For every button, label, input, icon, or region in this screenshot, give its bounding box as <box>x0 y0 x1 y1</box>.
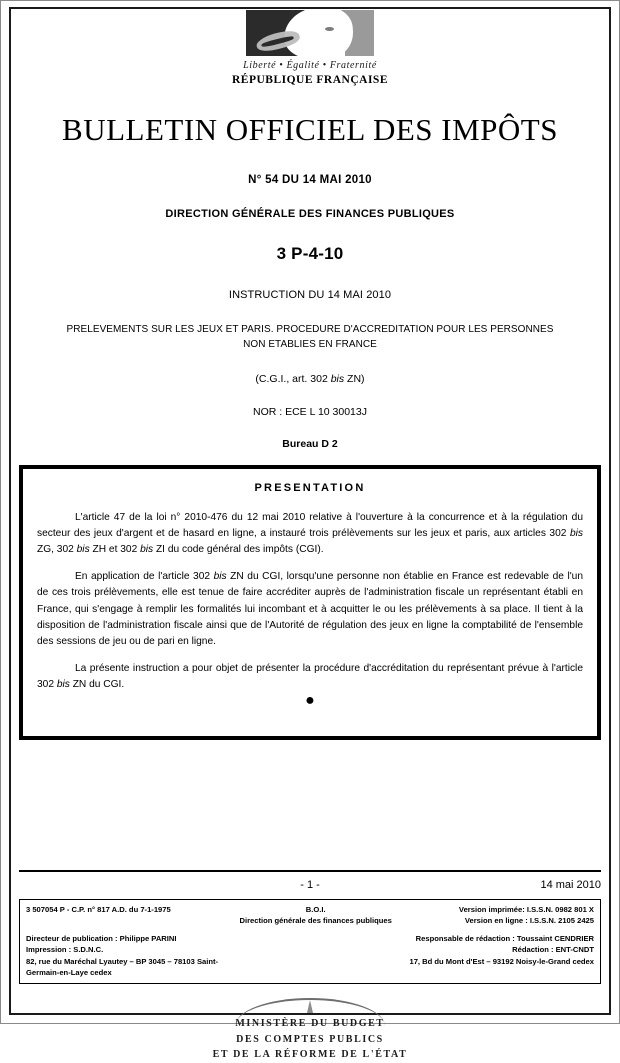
imprint-publisher-block <box>26 933 230 979</box>
para2-part-a: En application de l'article 302 <box>75 571 214 583</box>
para2-bis-1: bis <box>213 571 227 583</box>
presentation-heading: PRESENTATION <box>254 482 366 494</box>
ministry-line-2: DES COMPTES PUBLICS <box>236 1033 384 1045</box>
cgi-ref-bis: bis <box>330 373 345 385</box>
republic-motto: Liberté • Égalité • Fraternité <box>243 60 377 71</box>
republic-header <box>19 1 601 86</box>
imprint-editorial-address: 17, Bd du Mont d'Est – 93192 Noisy-le-Grand cedex <box>409 956 594 966</box>
para1-part-a: L'article 47 de la loi n° 2010-476 du 12 mai 2010 relative à l'ouverture à la concurrence et à la régulation du secteur des jeux d'argent et de hasard en ligne, a instauré trois prélèvements sur les jeux et paris, aux articles 302 <box>37 512 583 540</box>
ministry-line-3: ET DE LA RÉFORME DE L'ÉTAT <box>212 1049 408 1061</box>
para2-part-b: ZN du CGI, lorsqu'une personne non établie en France est redevable de l'un de ces trois prélèvements, elle est tenue de faire accréditer auprès de l'administration fiscale un représentant établi en France, qui s'engage à remplir les formalités lui incombant et à acquitter le ou les prélèvements à sa place. Il tient à la disposition de l'administration fiscale ainsi que de l'Autorité de régulation des jeux en ligne la comptabilité de l'ensemble des sessions de jeu ou de pari en ligne. <box>37 571 583 647</box>
para3-part-b: ZN du CGI. <box>69 678 125 690</box>
presentation-paragraph-1 <box>37 510 583 558</box>
para1-bis-3: bis <box>140 544 154 556</box>
imprint-version-online: Version en ligne : I.S.S.N. 2105 2425 <box>464 916 594 926</box>
ministry-line-1: MINISTÈRE DU BUDGET <box>235 1018 385 1030</box>
presentation-box <box>19 465 601 740</box>
imprint-editor: Responsable de rédaction : Toussaint CENDRIER <box>415 933 594 943</box>
marianne-eye <box>325 27 334 31</box>
imprint-boi-label: B.O.I. <box>305 905 326 914</box>
presentation-paragraph-3 <box>37 661 583 693</box>
bureau-reference: Bureau D 2 <box>282 438 338 450</box>
para1-part-d: ZI du code général des impôts (CGI). <box>153 544 324 556</box>
footer-page-line <box>19 872 601 891</box>
imprint-box <box>19 899 601 984</box>
republic-name: RÉPUBLIQUE FRANÇAISE <box>231 74 388 86</box>
nor-reference: NOR : ECE L 10 30013J <box>252 406 367 418</box>
document-reference-code: 3 P-4-10 <box>276 244 344 263</box>
ministry-spire-icon <box>307 1000 313 1013</box>
subject-line-1: PRELEVEMENTS SUR LES JEUX ET PARIS. PROCEDURE D'ACCREDITATION POUR LES PERSONNES <box>66 324 554 335</box>
section-end-bullet: ● <box>305 692 315 709</box>
para1-part-b: ZG, 302 <box>37 544 77 556</box>
instruction-date-line: INSTRUCTION DU 14 MAI 2010 <box>228 289 392 301</box>
imprint-print-address: 82, rue du Maréchal Lyautey – BP 3045 – 78103 Saint-Germain-en-Laye cedex <box>26 956 219 977</box>
para3-bis-1: bis <box>56 678 70 690</box>
ministry-arc-icon <box>235 998 385 1014</box>
para1-bis-1: bis <box>569 528 583 540</box>
imprint-editorial: Rédaction : ENT-CNDT <box>512 945 594 955</box>
para3-part-a: La présente instruction a pour objet de présenter la procédure d'accréditation du représentant prévue à l'article 302 <box>37 662 583 690</box>
subject-line-2: NON ETABLIES EN FRANCE <box>243 338 377 350</box>
imprint-boi-sublabel: Direction générale des finances publiques <box>239 916 392 926</box>
para1-bis-2: bis <box>76 544 90 556</box>
imprint-cppap: 3 507054 P - C.P. n° 817 A.D. du 7-1-1975 <box>26 905 171 914</box>
issuing-direction: DIRECTION GÉNÉRALE DES FINANCES PUBLIQUES <box>165 208 455 220</box>
footer-page-line-wrapper <box>19 872 601 891</box>
presentation-paragraph-2 <box>37 569 583 650</box>
imprint-row-top <box>26 904 594 927</box>
cgi-ref-post: ZN) <box>344 373 365 385</box>
page-number: - 1 - <box>300 879 320 891</box>
ministry-logo-block <box>19 998 601 1063</box>
imprint-director: Directeur de publication : Philippe PARINI <box>26 933 177 943</box>
document-subject <box>19 323 601 352</box>
imprint-issn-block <box>401 904 594 927</box>
imprint-printing: Impression : S.D.N.C. <box>26 945 104 955</box>
footer-date: 14 mai 2010 <box>540 879 601 891</box>
marianne-logo <box>246 10 374 56</box>
cgi-ref-pre: (C.G.I., art. 302 <box>255 373 331 385</box>
imprint-version-print: Version imprimée: I.S.S.N. 0982 801 X <box>458 905 594 914</box>
para1-part-c: ZH et 302 <box>89 544 141 556</box>
imprint-row-bottom <box>26 933 594 979</box>
cgi-article-reference <box>19 373 601 385</box>
issue-number-line: N° 54 DU 14 MAI 2010 <box>248 174 372 186</box>
imprint-boi-block <box>230 904 400 927</box>
page-title: BULLETIN OFFICIEL DES IMPÔTS <box>62 112 558 147</box>
imprint-editorial-block <box>401 933 594 967</box>
page-content <box>1 1 619 1061</box>
